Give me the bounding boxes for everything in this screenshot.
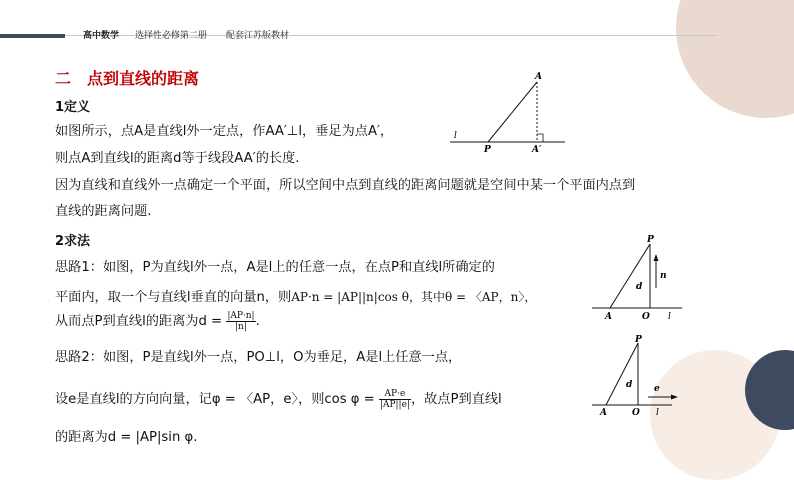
header-book: 选择性必修第二册 — [135, 31, 208, 41]
definition-line-3: 因为直线和直线外一点确定一个平面，所以空间中点到直线的距离问题就是空间中某一个平面内点到 — [55, 178, 636, 193]
idea2-line-2-text: 设e是直线l的方向向量，记φ = 〈AP，e〉，则cos φ = — [55, 392, 375, 407]
fig1-right-angle — [537, 134, 543, 142]
definition-line-2: 则点A到直线l的距离d等于线段AA′的长度. — [55, 151, 300, 166]
fig1-label-l: l — [454, 131, 457, 141]
cos-fraction-numerator: AP·e — [379, 389, 411, 400]
distance-fraction-1-denominator: |n| — [235, 321, 247, 332]
fig2-label-a: A — [605, 312, 612, 322]
fig2-label-n: n — [660, 271, 667, 281]
fig3-label-e: e — [654, 384, 660, 394]
fig2-normal-arrowhead — [654, 254, 659, 261]
fig2-label-o: O — [642, 312, 650, 322]
idea1-line-2 — [55, 286, 536, 305]
definition-line-4: 直线的距离问题. — [55, 204, 152, 219]
method-heading: 2求法 — [55, 234, 91, 249]
fig2-label-d: d — [636, 282, 643, 292]
fig3-segment-ap — [606, 343, 638, 405]
idea2-line-1: 思路2：如图，P是直线l外一点，PO⊥l，O为垂足，A是l上任意一点， — [55, 350, 462, 365]
figure-idea-2 — [592, 335, 694, 417]
figure-idea-1 — [592, 232, 694, 324]
fig2-label-p: P — [647, 235, 654, 245]
idea2-line-2 — [55, 388, 502, 410]
fig1-label-p: P — [484, 145, 491, 154]
fig3-label-p: P — [635, 335, 642, 345]
fig3-label-l: l — [656, 408, 659, 417]
definition-line-1: 如图所示，点A是直线l外一定点，作AA′⊥l，垂足为点A′， — [55, 124, 394, 139]
header-edition: 配套江苏版教材 — [226, 31, 290, 41]
fig2-segment-ap — [610, 244, 650, 308]
fig3-label-a: A — [600, 408, 607, 417]
decorative-circle-top-right — [676, 0, 794, 118]
fig3-label-o: O — [632, 408, 640, 417]
idea2-line-2-tail: ，故点P到直线l — [410, 392, 502, 407]
header-accent-bar — [0, 34, 65, 38]
idea1-line-3-text: 从而点P到直线l的距离为d = — [55, 314, 223, 329]
figure-definition — [450, 68, 570, 154]
header-subject: 高中数学 — [83, 31, 120, 41]
fig3-direction-arrowhead — [671, 395, 678, 400]
section-title: 二 点到直线的距离 — [55, 69, 200, 88]
idea1-line-3: 从而点P到直线l的距离为d = $\frac{|AP\cdot n|}{|n|}$ . — [55, 310, 260, 332]
idea1-line-2-text: 平面内，取一个与直线l垂直的向量n，则 — [55, 290, 292, 305]
cos-fraction — [379, 389, 411, 410]
idea2-line-3: 的距离为d = |AP|sin φ. — [55, 430, 198, 445]
fig2-label-l: l — [668, 312, 671, 322]
distance-fraction-1 — [226, 311, 255, 332]
distance-fraction-1-numerator: |AP·n| — [227, 310, 255, 321]
fig3-label-d: d — [626, 380, 633, 390]
idea1-line-1: 思路1：如图，P为直线l外一点，A是l上的任意一点，在点P和直线l所确定的 — [55, 260, 495, 275]
cos-fraction-denominator: |AP||e| — [379, 399, 410, 410]
fig1-label-a: A — [535, 72, 542, 82]
fig1-label-a-prime: A′ — [532, 145, 542, 154]
fig1-segment-pa — [488, 82, 537, 142]
idea1-formula: AP·n = |AP||n|cos θ，其中θ = 〈AP，n〉， — [291, 290, 537, 304]
definition-heading: 1定义 — [55, 100, 91, 115]
